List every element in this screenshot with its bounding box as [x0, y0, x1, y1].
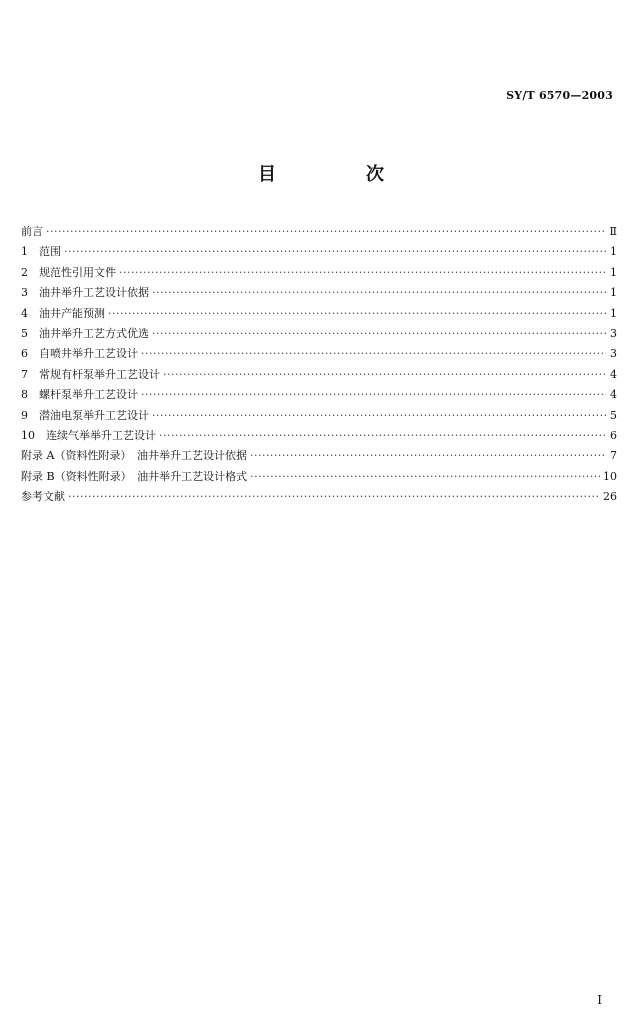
toc-entry-10[interactable] — [21, 426, 617, 446]
toc-entry-label: 8 螺杆泵举升工艺设计 — [21, 388, 138, 402]
toc-entry-page: 4 — [610, 388, 617, 402]
toc-entry-references[interactable] — [21, 487, 617, 507]
toc-entry-appendix-b[interactable] — [21, 467, 617, 487]
toc-entry-label: 前言 — [21, 225, 43, 238]
toc-entry-page: 4 — [610, 367, 617, 381]
toc-entry-label: 3 油井举升工艺设计依据 — [21, 286, 149, 300]
table-of-contents — [21, 222, 617, 507]
toc-entry-page: 3 — [610, 347, 617, 361]
toc-entry-page: 6 — [610, 428, 617, 442]
toc-entry-label: 7 常规有杆泵举升工艺设计 — [21, 367, 160, 381]
toc-entry-label: 5 油井举升工艺方式优选 — [21, 326, 149, 340]
toc-entry-1[interactable] — [21, 242, 617, 262]
toc-entry-foreword[interactable] — [21, 222, 617, 242]
toc-entry-page: 1 — [610, 306, 617, 320]
dot-leader — [152, 406, 606, 426]
toc-entry-6[interactable] — [21, 344, 617, 364]
dot-leader — [46, 222, 606, 242]
document-id: SY/T 6570—2003 — [506, 89, 613, 102]
toc-entry-page: Ⅱ — [609, 225, 617, 238]
toc-entry-label: 9 潜油电泵举升工艺设计 — [21, 408, 149, 422]
toc-entry-3[interactable] — [21, 283, 617, 303]
toc-entry-label: 4 油井产能预测 — [21, 306, 105, 320]
dot-leader — [152, 283, 606, 303]
toc-entry-label: 6 自喷井举升工艺设计 — [21, 347, 138, 361]
dot-leader — [68, 487, 600, 507]
dot-leader — [141, 344, 606, 364]
toc-entry-page: 26 — [603, 490, 617, 504]
toc-entry-8[interactable] — [21, 385, 617, 405]
toc-entry-appendix-a[interactable] — [21, 446, 617, 466]
toc-entry-label: 参考文献 — [21, 490, 65, 504]
dot-leader — [163, 365, 606, 385]
toc-entry-page: 1 — [610, 286, 617, 300]
toc-entry-9[interactable] — [21, 406, 617, 426]
toc-entry-page: 1 — [610, 265, 617, 279]
dot-leader — [159, 426, 606, 446]
toc-entry-page: 5 — [610, 408, 617, 422]
toc-title: 目 次 — [258, 164, 420, 185]
toc-entry-page: 7 — [610, 449, 617, 463]
toc-entry-label: 附录 B（资料性附录） 油井举升工艺设计格式 — [21, 469, 248, 483]
toc-entry-page: 3 — [610, 326, 617, 340]
toc-entry-label: 2 规范性引用文件 — [21, 265, 116, 279]
dot-leader — [108, 304, 606, 324]
dot-leader — [250, 467, 600, 487]
toc-entry-page: 10 — [603, 469, 617, 483]
toc-entry-label: 1 范围 — [21, 245, 61, 259]
toc-entry-7[interactable] — [21, 365, 617, 385]
toc-entry-label: 附录 A（资料性附录） 油井举升工艺设计依据 — [21, 449, 247, 463]
dot-leader — [152, 324, 606, 344]
toc-entry-label: 10 连续气举举升工艺设计 — [21, 428, 156, 442]
dot-leader — [64, 242, 606, 262]
toc-entry-5[interactable] — [21, 324, 617, 344]
dot-leader — [250, 446, 606, 466]
dot-leader — [141, 385, 606, 405]
toc-entry-page: 1 — [610, 245, 617, 259]
dot-leader — [119, 263, 606, 283]
toc-entry-2[interactable] — [21, 263, 617, 283]
page-number: Ⅰ — [597, 993, 602, 1007]
toc-entry-4[interactable] — [21, 304, 617, 324]
